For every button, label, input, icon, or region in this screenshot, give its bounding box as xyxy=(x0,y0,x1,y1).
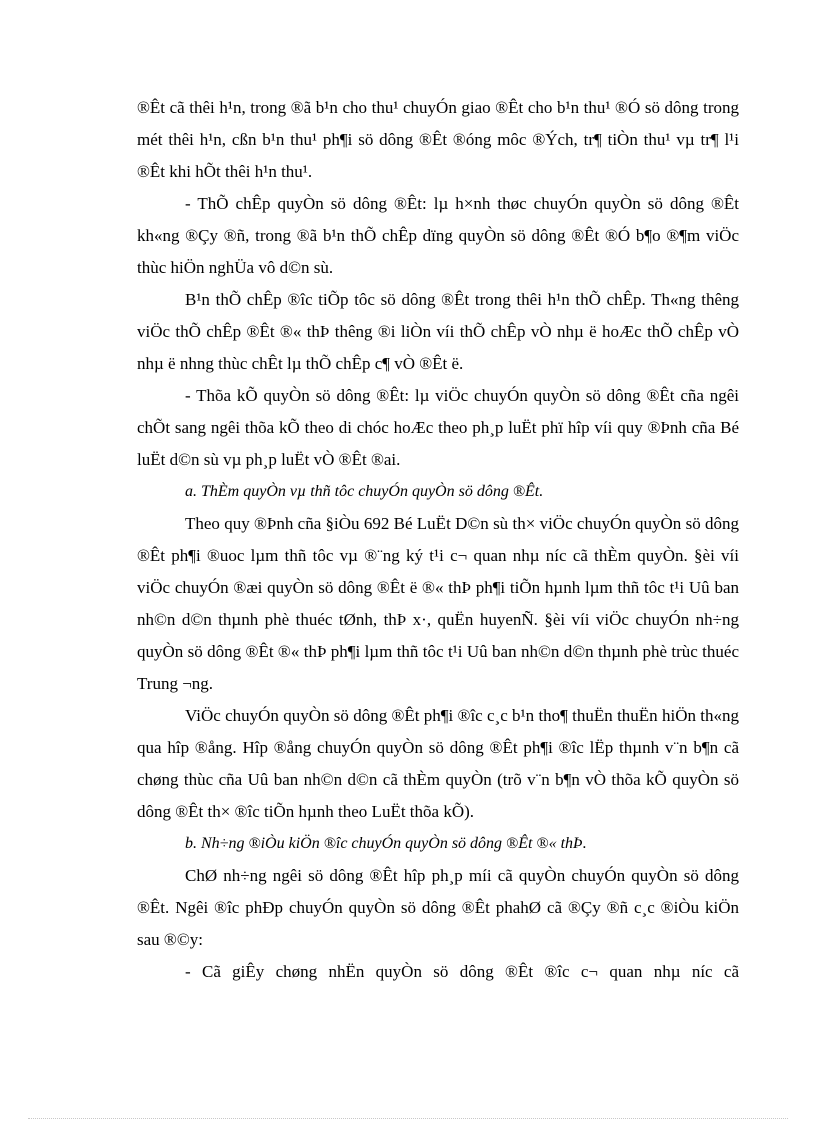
paragraph-conditions: ChØ nh÷ng ngêi sö dông ®Êt hîp ph¸p míi cã quyÒn chuyÓn quyÒn sö dông ®Êt. Ngêi ®îc phÐp chuyÓn quyÒn sö dông ®Êt phahØ cã ®Çy ®ñ c¸c ®iÒu kiÖn sau ®©y: xyxy=(137,866,739,949)
paragraph-article-692: Theo quy ®Þnh cña §iÒu 692 Bé LuËt D©n sù th× viÖc chuyÓn quyÒn sö dông ®Êt ph¶i ®uoc lµm thñ tôc vµ ®¨ng ký t¹i c¬ quan nhµ níc cã thÈm quyÒn. §èi víi viÖc chuyÓn ®æi quyÒn sö dông ®Êt ë ®« thÞ ph¶i tiÕn hµnh lµm thñ tôc t¹i Uû ban nh©n d©n thµnh phè thuéc tØnh, thÞ x·, quËn huyenÑ. §èi víi viÖc chuyÓn nh÷ng quyÒn sö dông ®Êt ®« thÞ ph¶i lµm thñ tôc t¹i Uû ban nh©n d©n thµnh phè trùc thuéc Trung ¬ng. xyxy=(137,514,739,693)
section-heading-b: b. Nh÷ng ®iÒu kiÖn ®îc chuyÓn quyÒn sö dông ®Êt ®« thÞ. xyxy=(185,835,587,852)
paragraph-lease-continued: ®Êt cã thêi h¹n, trong ®ã b¹n cho thu¹ chuyÓn giao ®Êt cho b¹n thu¹ ®Ó sö dông trong mét thêi h¹n, cßn b¹n thu¹ ph¶i sö dông ®Êt ®óng môc ®Ých, tr¶ tiÒn thu¹ vµ tr¶ l¹i ®Êt khi hÕt thêi h¹n thu¹. xyxy=(137,98,739,181)
footer-dotted-rule xyxy=(28,1118,788,1119)
paragraph-certificate: - Cã giÊy chøng nhËn quyÒn sö dông ®Êt ®îc c¬ quan nhµ níc cã xyxy=(185,962,739,981)
paragraph-inheritance: - Thõa kÕ quyÒn sö dông ®Êt: lµ viÖc chuyÓn quyÒn sö dông ®Êt cña ngêi chÕt sang ngêi thõa kÕ theo di chóc hoÆc theo ph¸p luËt phï hîp víi quy ®Þnh cña Bé luËt d©n sù vµ ph¸p luËt vÒ ®Êt ®ai. xyxy=(137,386,739,469)
paragraph-mortgage: - ThÕ chÊp quyÒn sö dông ®Êt: lµ h×nh thøc chuyÓn quyÒn sö dông ®Êt kh«ng ®Çy ®ñ, trong ®ã b¹n thÕ chÊp dïng quyÒn sö dông ®Êt ®Ó b¶o ®¶m viÖc thùc hiÖn nghÜa vô d©n sù. xyxy=(137,194,739,277)
paragraph-contract: ViÖc chuyÓn quyÒn sö dông ®Êt ph¶i ®îc c¸c b¹n tho¶ thuËn thuËn hiÖn th«ng qua hîp ®ång. Hîp ®ång chuyÓn quyÒn sö dông ®Êt ph¶i ®îc lËp thµnh v¨n b¶n cã chøng thùc cña Uû ban nh©n d©n cã thÈm quyÒn (trõ v¨n b¶n vÒ thõa kÕ quyÒn sö dông ®Êt th× ®îc tiÕn hµnh theo LuËt thõa kÕ). xyxy=(137,706,739,821)
section-heading-a: a. ThÈm quyÒn vµ thñ tôc chuyÓn quyÒn sö dông ®Êt. xyxy=(185,483,544,500)
document-body xyxy=(137,92,739,988)
paragraph-mortgagor: B¹n thÕ chÊp ®îc tiÕp tôc sö dông ®Êt trong thêi h¹n thÕ chÊp. Th«ng thêng viÖc thÕ chÊp ®Êt ®« thÞ thêng ®i liÒn víi thÕ chÊp vÒ nhµ ë hoÆc thÕ chÊp vÒ nhµ ë nhng thùc chÊt lµ thÕ chÊp c¶ vÒ ®Êt ë. xyxy=(137,290,739,373)
